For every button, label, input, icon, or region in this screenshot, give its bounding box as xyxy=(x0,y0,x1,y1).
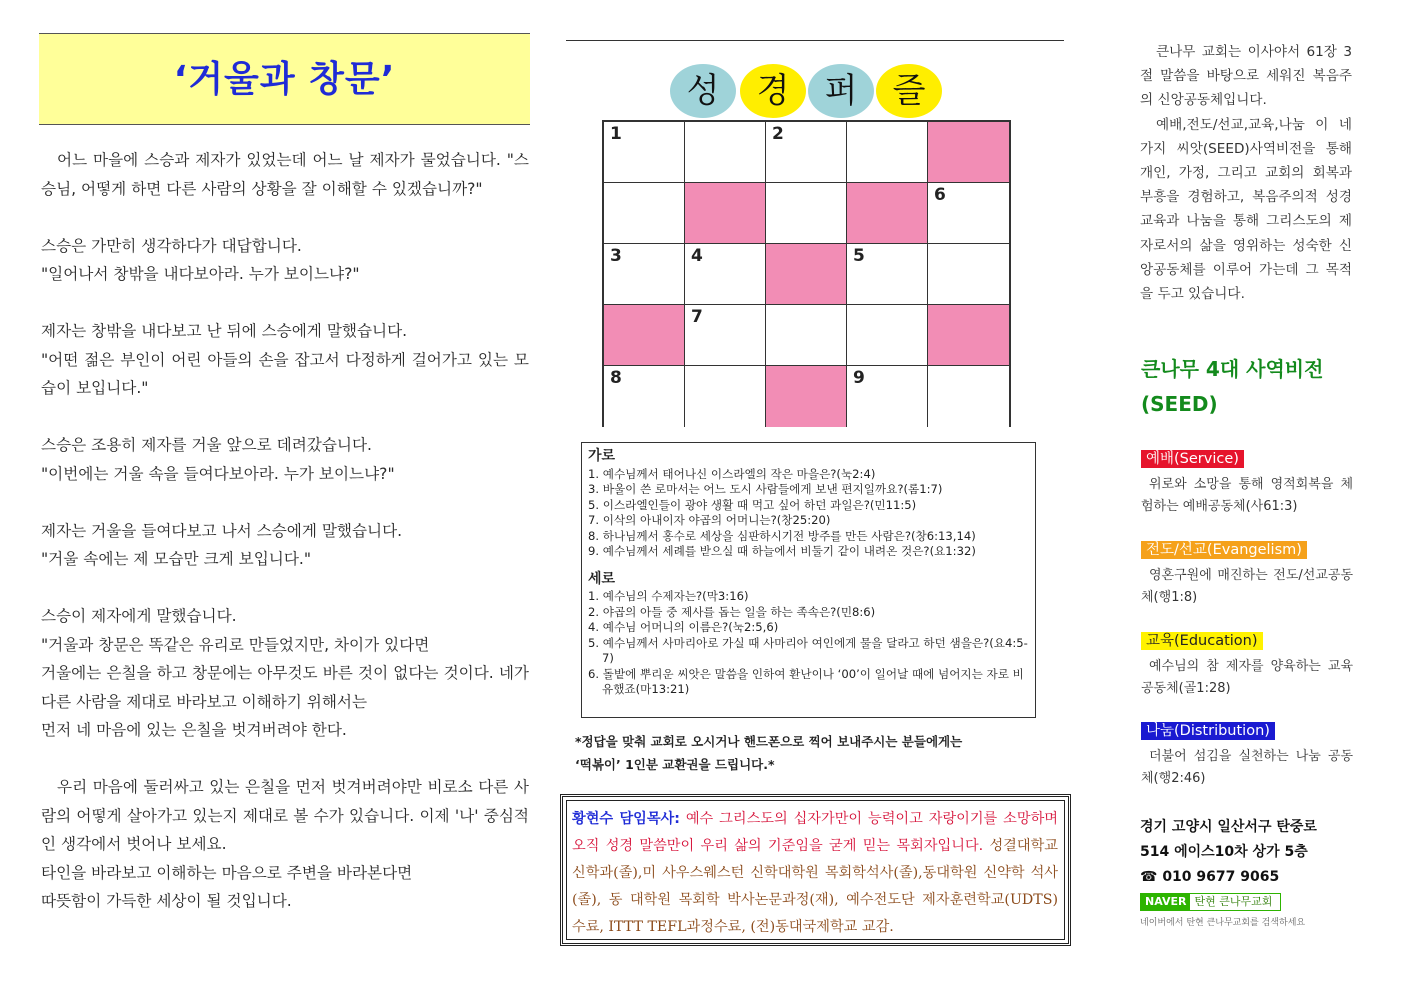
crossword-cell[interactable] xyxy=(766,122,847,183)
vision-description: 위로와 소망을 통해 영적회복을 체험하는 예배공동체(사61:3) xyxy=(1141,477,1353,514)
across-clues xyxy=(588,467,1029,560)
title-banner xyxy=(39,33,530,125)
crossword-cell[interactable] xyxy=(604,244,685,305)
cell-number: 2 xyxy=(772,124,784,144)
crossword-block-cell xyxy=(847,183,928,244)
crossword-cell[interactable] xyxy=(685,305,766,366)
crossword-cell[interactable] xyxy=(685,244,766,305)
story-paragraph: 타인을 바라보고 이해하는 마음으로 주변을 바라본다면 xyxy=(41,863,413,882)
church-intro xyxy=(1140,40,1352,306)
address-line: 경기 고양시 일산서구 탄중로 xyxy=(1140,819,1317,835)
across-clue: 1. 예수님께서 태어나신 이스라엘의 작은 마을은?(눅2:4) xyxy=(588,466,876,481)
page-title: ‘거울과 창문’ xyxy=(173,59,396,100)
prize-note xyxy=(575,730,1055,776)
pastor-bio: 성결대학교 신학과(졸),미 사우스웨스턴 신학대학원 목회학석사(졸),동대학원 신약학 석사(졸), 동 대학원 목회학 박사논문과정(재), 예수전도단 제자훈련학교(UDTS) 수료, ITTT TEFL과정수료, (전)동대국제학교 교감. xyxy=(572,838,1058,935)
address-line: 514 에이스10차 상가 5층 xyxy=(1140,844,1308,860)
down-clue: 4. 예수님 어머니의 이름은?(눅2:5,6) xyxy=(588,620,779,634)
story-paragraph: 제자는 창밖을 내다보고 난 뒤에 스승에게 말했습니다. xyxy=(41,322,408,340)
story-paragraph: 먼저 네 마음에 있는 은칠을 벗겨버려야 한다. xyxy=(41,721,347,739)
across-clue: 3. 바울이 쓴 로마서는 어느 도시 사람들에게 보낸 편지일까요?(롬1:7) xyxy=(588,482,943,496)
phone-number: ☎ 010 9677 9065 xyxy=(1140,869,1280,885)
cell-number: 8 xyxy=(610,368,622,388)
naver-search-text: 탄현 큰나무교회 xyxy=(1194,895,1273,908)
crossword-cell[interactable] xyxy=(685,122,766,183)
pastor-statement: 예수 그리스도의 십자가만이 능력이고 자랑이기를 소망하며 오직 성경 말씀만이 우리 삶의 기준임을 굳게 믿는 목회자입니다. xyxy=(572,811,1058,854)
vision-description: 예수님의 참 제자를 양육하는 교육 공동체(골1:28) xyxy=(1141,659,1353,696)
story-paragraph: "이번에는 거울 속을 들여다보아라. 누가 보이느냐?" xyxy=(41,464,395,483)
story-text xyxy=(41,146,529,916)
cell-number: 7 xyxy=(691,307,703,327)
crossword-cell[interactable] xyxy=(928,366,1009,427)
pastor-box xyxy=(560,794,1071,946)
clue-box xyxy=(581,442,1036,718)
crossword-block-cell xyxy=(928,305,1009,366)
naver-logo: NAVER xyxy=(1141,894,1190,910)
crossword-block-cell xyxy=(604,305,685,366)
down-heading: 세로 xyxy=(588,570,616,587)
seed-title: 큰나무 4대 사역비전 (SEED) xyxy=(1141,357,1324,416)
story-paragraph: 거울에는 은칠을 하고 창문에는 아무것도 바른 것이 없다는 것이다. 네가 다른 사람을 제대로 바라보고 이해하기 위해서는 xyxy=(41,664,529,711)
crossword-grid xyxy=(602,120,1011,427)
address-block xyxy=(1140,815,1355,890)
down-clue: 6. 돌밭에 뿌리운 씨앗은 말씀을 인하여 환난이나 ‘00’이 일어날 때에 넘어지는 자로 비유했죠(마13:21) xyxy=(588,666,1024,696)
across-heading: 가로 xyxy=(588,448,616,464)
prize-note-line: ‘떡볶이’ 1인분 교환권을 드립니다.* xyxy=(575,757,775,772)
crossword-cell[interactable] xyxy=(604,366,685,427)
vision-item xyxy=(1141,539,1353,609)
story-paragraph: 어느 마을에 스승과 제자가 있었는데 어느 날 제자가 물었습니다. "스승님, 어떻게 하면 다른 사람의 상황을 잘 이해할 수 있겠습니까?" xyxy=(41,151,529,198)
cell-number: 1 xyxy=(610,124,622,144)
crossword-block-cell xyxy=(928,122,1009,183)
across-clue: 7. 이삭의 아내이자 야곱의 어머니는?(창25:20) xyxy=(588,513,831,527)
crossword-cell[interactable] xyxy=(766,183,847,244)
intro-paragraph: 예배,전도/선교,교육,나눔 이 네 가지 씨앗(SEED)사역비전을 통해 개인, 가정, 그리고 교회의 회복과 부흥을 경험하고, 복음주의적 성경 교육과 나눔을 통해 그리스도의 제자로서의 삶을 영위하는 성숙한 신앙공동체를 이루어 가는데 그 목적을 두고 있습니다. xyxy=(1140,116,1352,303)
story-paragraph: 우리 마음에 둘러싸고 있는 은칠을 먼저 벗겨버려야만 비로소 다른 사람의 어떻게 살아가고 있는지 제대로 볼 수가 있습니다. 이제 '나' 중심적인 생각에서 벗어나 보세요. xyxy=(41,778,529,853)
cell-number: 5 xyxy=(853,246,865,266)
across-clue: 8. 하나님께서 홍수로 세상을 심판하시기전 방주를 만든 사람은?(창6:13,14) xyxy=(588,528,976,543)
naver-search-badge[interactable] xyxy=(1140,893,1281,911)
vision-tag: 나눔(Distribution) xyxy=(1141,722,1275,740)
vision-item xyxy=(1141,448,1353,518)
crossword-cell[interactable] xyxy=(847,305,928,366)
story-paragraph: "어떤 젊은 부인이 어린 아들의 손을 잡고서 다정하게 걸어가고 있는 모습이 보입니다." xyxy=(41,350,529,397)
crossword-block-cell xyxy=(685,183,766,244)
crossword-cell[interactable] xyxy=(847,122,928,183)
vision-item xyxy=(1141,720,1353,790)
crossword-cell[interactable] xyxy=(685,366,766,427)
across-clue: 9. 예수님께서 세례를 받으실 때 하늘에서 비둘기 같이 내려온 것은?(요1:32) xyxy=(588,544,976,558)
vision-description: 영혼구원에 매진하는 전도/선교공동체(행1:8) xyxy=(1141,568,1353,605)
down-clues xyxy=(588,589,1029,698)
naver-caption: 네이버에서 탄현 큰나무교회를 검색하세요 xyxy=(1140,918,1306,928)
crossword-block-cell xyxy=(766,244,847,305)
crossword-cell[interactable] xyxy=(847,244,928,305)
pastor-name: 황현수 담임목사: xyxy=(572,811,680,827)
crossword-cell[interactable] xyxy=(604,183,685,244)
story-paragraph: "거울 속에는 제 모습만 크게 보입니다." xyxy=(41,550,312,568)
down-clue: 5. 예수님께서 사마리아로 가실 때 사마리아 여인에게 물을 달라고 하던 샘을은?(요4:5-7) xyxy=(588,635,1028,665)
puzzle-title-char: 경 xyxy=(740,64,806,118)
vision-tag: 전도/선교(Evangelism) xyxy=(1141,541,1307,559)
story-paragraph: 스승이 제자에게 말했습니다. xyxy=(41,607,237,625)
puzzle-title-char: 성 xyxy=(670,64,736,118)
crossword-cell[interactable] xyxy=(604,122,685,183)
vision-tag: 예배(Service) xyxy=(1141,450,1244,468)
cell-number: 4 xyxy=(691,246,703,266)
down-clue: 2. 야곱의 아들 중 제사를 돕는 일을 하는 족속은?(민8:6) xyxy=(588,604,876,619)
intro-paragraph: 큰나무 교회는 이사야서 61장 3절 말씀을 바탕으로 세워진 복음주의 신앙공동체입니다. xyxy=(1140,44,1352,109)
story-paragraph: 따뜻함이 가득한 세상이 될 것입니다. xyxy=(41,892,292,910)
puzzle-title-char: 즐 xyxy=(876,64,942,118)
puzzle-title-char: 퍼 xyxy=(808,64,874,118)
crossword-cell[interactable] xyxy=(928,244,1009,305)
crossword-block-cell xyxy=(766,366,847,427)
story-paragraph: 제자는 거울을 들여다보고 나서 스승에게 말했습니다. xyxy=(41,521,403,540)
divider xyxy=(566,40,1064,41)
crossword-cell[interactable] xyxy=(928,183,1009,244)
story-paragraph: "거울과 창문은 똑같은 유리로 만들었지만, 차이가 있다면 xyxy=(41,635,430,654)
crossword-cell[interactable] xyxy=(847,366,928,427)
story-paragraph: 스승은 조용히 제자를 거울 앞으로 데려갔습니다. xyxy=(41,436,373,454)
cell-number: 3 xyxy=(610,246,622,266)
vision-tag: 교육(Education) xyxy=(1141,632,1263,650)
story-paragraph: 스승은 가만히 생각하다가 대답합니다. xyxy=(41,236,302,255)
down-clue: 1. 예수님의 수제자는?(막3:16) xyxy=(588,589,749,603)
vision-item xyxy=(1141,630,1353,700)
crossword-cell[interactable] xyxy=(766,305,847,366)
story-paragraph: "일어나서 창밖을 내다보아라. 누가 보이느냐?" xyxy=(41,265,360,283)
cell-number: 9 xyxy=(853,368,865,388)
vision-description: 더불어 섬김을 실천하는 나눔 공동체(행2:46) xyxy=(1141,749,1353,786)
across-clue: 5. 이스라엘인들이 광야 생활 때 먹고 싶어 하던 과일은?(민11:5) xyxy=(588,497,917,512)
prize-note-line: *정답을 맞춰 교회로 오시거나 핸드폰으로 찍어 보내주시는 분들에게는 xyxy=(575,734,963,749)
cell-number: 6 xyxy=(934,185,946,205)
